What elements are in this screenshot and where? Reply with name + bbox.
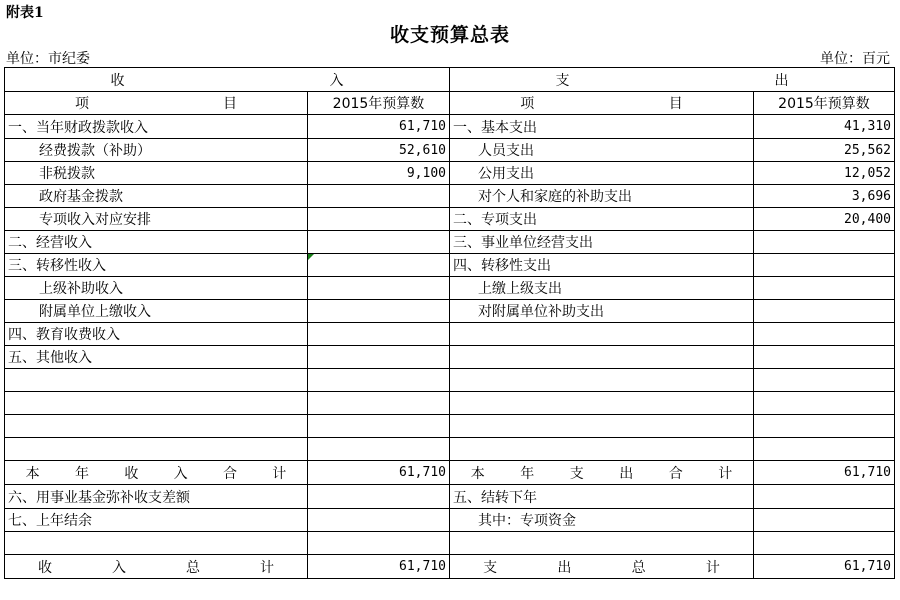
expense-item-label [450,369,754,392]
income-item-header [5,92,308,115]
expense-budget-value: 25,562 [754,139,895,162]
income-item-label: 专项收入对应安排 [5,208,308,231]
table-row [5,509,895,532]
expense-header-char: 支 [555,72,570,89]
income-grand-total-label [5,555,308,579]
income-header-char: 收 [110,72,125,89]
expense-item-label: 四、转移性支出 [450,254,754,277]
table-row [5,485,895,509]
expense-budget-header: 2015年预算数 [754,92,895,115]
income-budget-value [308,346,450,369]
table-row [5,438,895,461]
total-label-char: 计 [272,465,287,482]
income-budget-value: 52,610 [308,139,450,162]
income-year-total-label [5,461,308,485]
column-header-row [5,92,895,115]
income-item-label: 二、经营收入 [5,231,308,254]
table-row [5,392,895,415]
expense-budget-value: 41,310 [754,115,895,139]
income-item-label: 附属单位上缴收入 [5,300,308,323]
expense-budget-value: 3,696 [754,185,895,208]
expense-budget-value [754,509,895,532]
expense-budget-value [754,231,895,254]
total-label-char: 年 [74,465,89,482]
expense-grand-total-value: 61,710 [754,555,895,579]
expense-header-char: 出 [774,72,789,89]
expense-item-label: 三、事业单位经营支出 [450,231,754,254]
table-row [5,254,895,277]
expense-budget-value [754,415,895,438]
income-item-label: 政府基金拨款 [5,185,308,208]
budget-table [4,67,895,579]
total-label-char: 本 [25,465,40,482]
item-header-char: 目 [223,96,237,112]
income-grand-total-value: 61,710 [308,555,450,579]
income-budget-value [308,485,450,509]
expense-item-label [450,438,754,461]
income-budget-value: 9,100 [308,162,450,185]
income-budget-value: 61,710 [308,115,450,139]
income-header-char: 入 [329,72,344,89]
expense-item-label: 上缴上级支出 [450,277,754,300]
income-budget-value [308,509,450,532]
year-total-row [5,461,895,485]
income-budget-value [308,369,450,392]
income-item-label [5,438,308,461]
income-item-label: 经费拨款（补助） [5,139,308,162]
income-item-label [5,369,308,392]
income-budget-value [308,415,450,438]
expense-item-label: 公用支出 [450,162,754,185]
total-label-char: 年 [520,465,535,482]
table-row [5,323,895,346]
expense-budget-value [754,323,895,346]
income-budget-value [308,277,450,300]
total-label-char: 收 [38,559,52,576]
income-item-label: 上级补助收入 [5,277,308,300]
expense-item-label [450,415,754,438]
expense-grand-total-label [450,555,754,579]
expense-item-label [450,323,754,346]
item-header-char: 项 [75,96,89,112]
income-group-header [5,68,450,92]
income-item-label: 三、转移性收入 [5,254,308,277]
income-budget-value [308,392,450,415]
table-row [5,185,895,208]
table-row [5,532,895,555]
total-label-char: 支 [569,465,584,482]
table-row [5,231,895,254]
total-label-char: 本 [470,465,485,482]
income-budget-value [308,532,450,555]
expense-budget-value [754,254,895,277]
income-item-label: 六、用事业基金弥补收支差额 [5,485,308,509]
expense-group-header [450,68,895,92]
page-title: 收支预算总表 [389,24,510,46]
total-label-char: 计 [705,559,720,576]
income-budget-value [308,231,450,254]
table-row [5,369,895,392]
table-row [5,208,895,231]
expense-budget-value [754,485,895,509]
table-row [5,300,895,323]
table-row [5,346,895,369]
income-budget-value [308,208,450,231]
expense-budget-value [754,392,895,415]
expense-item-header [450,92,754,115]
total-label-char: 收 [124,465,139,482]
total-label-char: 计 [718,465,733,482]
income-budget-value [308,300,450,323]
total-label-char: 总 [631,559,646,576]
expense-budget-value [754,277,895,300]
total-label-char: 出 [557,559,572,576]
table-row [5,277,895,300]
expense-budget-value [754,300,895,323]
income-year-total-value: 61,710 [308,461,450,485]
group-header-row [5,68,895,92]
expense-budget-value: 20,400 [754,208,895,231]
income-budget-value [308,323,450,346]
unit-currency: 单位：百元 [820,51,890,67]
table-row [5,139,895,162]
income-item-label [5,532,308,555]
income-item-label: 非税拨款 [5,162,308,185]
total-label-char: 计 [260,559,274,576]
expense-budget-value [754,369,895,392]
expense-item-label: 二、专项支出 [450,208,754,231]
expense-item-label: 五、结转下年 [450,485,754,509]
total-label-char: 总 [186,559,200,576]
total-label-char: 支 [483,559,498,576]
expense-year-total-value: 61,710 [754,461,895,485]
expense-item-label [450,392,754,415]
expense-year-total-label [450,461,754,485]
table-row [5,415,895,438]
income-item-label: 五、其他收入 [5,346,308,369]
expense-item-label [450,532,754,555]
expense-budget-value: 12,052 [754,162,895,185]
item-header-char: 目 [668,96,683,112]
income-item-label [5,392,308,415]
total-label-char: 合 [222,465,237,482]
table-row [5,115,895,139]
income-budget-value [308,438,450,461]
income-item-label: 一、当年财政拨款收入 [5,115,308,139]
total-label-char: 入 [173,465,188,482]
income-budget-value [308,254,450,277]
total-label-char: 出 [619,465,634,482]
expense-item-label: 人员支出 [450,139,754,162]
expense-item-label: 其中：专项资金 [450,509,754,532]
expense-item-label: 一、基本支出 [450,115,754,139]
table-row [5,162,895,185]
income-item-label: 四、教育收费收入 [5,323,308,346]
income-item-label: 七、上年结余 [5,509,308,532]
income-budget-header: 2015年预算数 [308,92,450,115]
grand-total-row [5,555,895,579]
expense-item-label: 对个人和家庭的补助支出 [450,185,754,208]
expense-item-label: 对附属单位补助支出 [450,300,754,323]
unit-organization: 单位：市纪委 [6,51,90,67]
income-item-label [5,415,308,438]
expense-budget-value [754,346,895,369]
total-label-char: 入 [112,559,126,576]
expense-budget-value [754,438,895,461]
attachment-label: 附表1 [6,5,44,21]
item-header-char: 项 [520,96,535,112]
expense-item-label [450,346,754,369]
expense-budget-value [754,532,895,555]
income-budget-value [308,185,450,208]
total-label-char: 合 [668,465,683,482]
